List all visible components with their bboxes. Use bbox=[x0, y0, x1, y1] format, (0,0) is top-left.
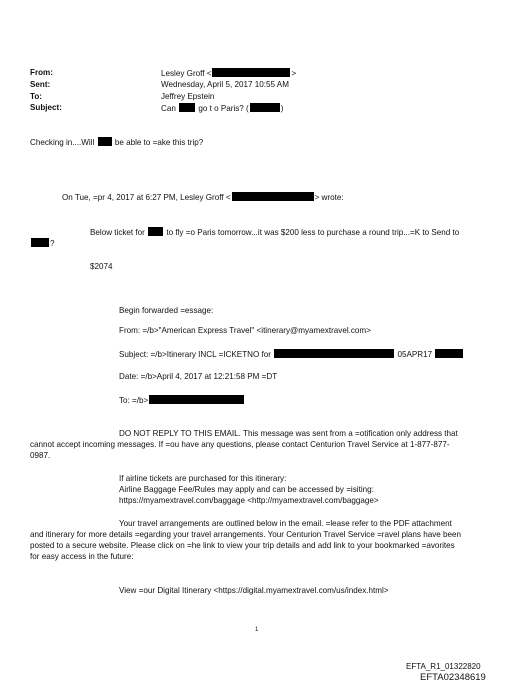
checking-text-end: be able to =ake this trip? bbox=[114, 138, 204, 147]
from-label: From: bbox=[30, 68, 53, 77]
sent-label: Sent: bbox=[30, 80, 51, 89]
subject-value bbox=[161, 103, 283, 114]
redaction-box bbox=[212, 68, 290, 77]
redaction-box bbox=[31, 238, 49, 247]
efta-id-small: EFTA_R1_01322820 bbox=[406, 662, 481, 671]
airline-line-3: https://myamextravel.com/baggage <http://myamextravel.com/baggage> bbox=[119, 496, 379, 505]
page-number: 1 bbox=[255, 627, 259, 633]
subject-label: Subject: bbox=[30, 103, 62, 112]
redaction-box bbox=[149, 395, 244, 404]
subject-text-end: ) bbox=[280, 104, 284, 113]
redaction-box bbox=[148, 227, 163, 236]
to-label: To: bbox=[30, 92, 42, 101]
noreply-line-3: 0987. bbox=[30, 451, 51, 460]
ticket-line bbox=[90, 227, 459, 238]
subject-text-start: Can bbox=[161, 104, 176, 113]
noreply-line-2: cannot accept incoming messages. If =ou have any questions, please contact Centurion Travel Service at 1-877-877- bbox=[30, 440, 450, 449]
redaction-box bbox=[232, 192, 314, 201]
forwarded-subject bbox=[119, 349, 464, 360]
quote-line bbox=[62, 192, 344, 203]
redaction-box bbox=[179, 103, 195, 112]
redaction-box bbox=[250, 103, 280, 112]
forwarded-subject-start: Subject: =/b>Itinerary INCL =ICKETNO for bbox=[119, 350, 271, 359]
to-value: Jeffrey Epstein bbox=[161, 92, 215, 101]
from-value bbox=[161, 68, 296, 79]
arrangements-line-3: posted to a secure website. Please click on =he link to view your trip details and add link to your bookmarked =avorites bbox=[30, 541, 455, 550]
airline-line-1: If airline tickets are purchased for this itinerary: bbox=[119, 474, 287, 483]
arrangements-line-2: and itinerary for more details =egarding your travel arrangements. Your Centurion Travel Service =ravel plans have been bbox=[30, 530, 462, 539]
redaction-box bbox=[274, 349, 394, 358]
redaction-box bbox=[98, 137, 112, 146]
view-itinerary-link: View =our Digital Itinerary <https://digital.myamextravel.com/us/index.html> bbox=[119, 586, 389, 595]
arrangements-line-4: for easy access in the future: bbox=[30, 552, 134, 561]
noreply-line-1: DO NOT REPLY TO THIS EMAIL. This message was sent from a =otification only address that bbox=[119, 429, 458, 438]
efta-id-large: EFTA02348619 bbox=[420, 672, 486, 683]
forwarded-date: Date: =/b>April 4, 2017 at 12:21:58 PM =DT bbox=[119, 372, 278, 381]
redaction-box bbox=[435, 349, 463, 358]
ticket-text-end: to fly =o Paris tomorrow...it was $200 less to purchase a round trip...=K to Send to bbox=[166, 228, 460, 237]
forwarded-to bbox=[119, 395, 245, 406]
checking-line bbox=[30, 137, 203, 148]
forwarded-to-label: To: =/b> bbox=[119, 396, 149, 405]
price-line: $2074 bbox=[90, 262, 113, 271]
airline-line-2: Airline Baggage Fee/Rules may apply and can be accessed by =isiting: bbox=[119, 485, 374, 494]
from-close: > bbox=[291, 69, 297, 78]
quote-text-end: > wrote: bbox=[314, 193, 344, 202]
ticket-line-cont bbox=[30, 238, 55, 249]
forwarded-subject-date: 05APR17 bbox=[397, 350, 433, 359]
arrangements-line-1: Your travel arrangements are outlined below in the email. =lease refer to the PDF attachment bbox=[119, 519, 452, 528]
sent-value: Wednesday, April 5, 2017 10:55 AM bbox=[161, 80, 289, 89]
from-name: Lesley Groff < bbox=[161, 69, 212, 78]
quote-text-start: On Tue, =pr 4, 2017 at 6:27 PM, Lesley Groff < bbox=[62, 193, 231, 202]
subject-text-mid: go t o Paris? ( bbox=[198, 104, 249, 113]
ticket-text-start: Below ticket for bbox=[90, 228, 145, 237]
ticket-question-mark: ? bbox=[50, 239, 55, 248]
forwarded-from: From: =/b>"American Express Travel" <itinerary@myamextravel.com> bbox=[119, 326, 371, 335]
forwarded-heading: Begin forwarded =essage: bbox=[119, 306, 214, 315]
checking-text-start: Checking in....Will bbox=[30, 138, 95, 147]
